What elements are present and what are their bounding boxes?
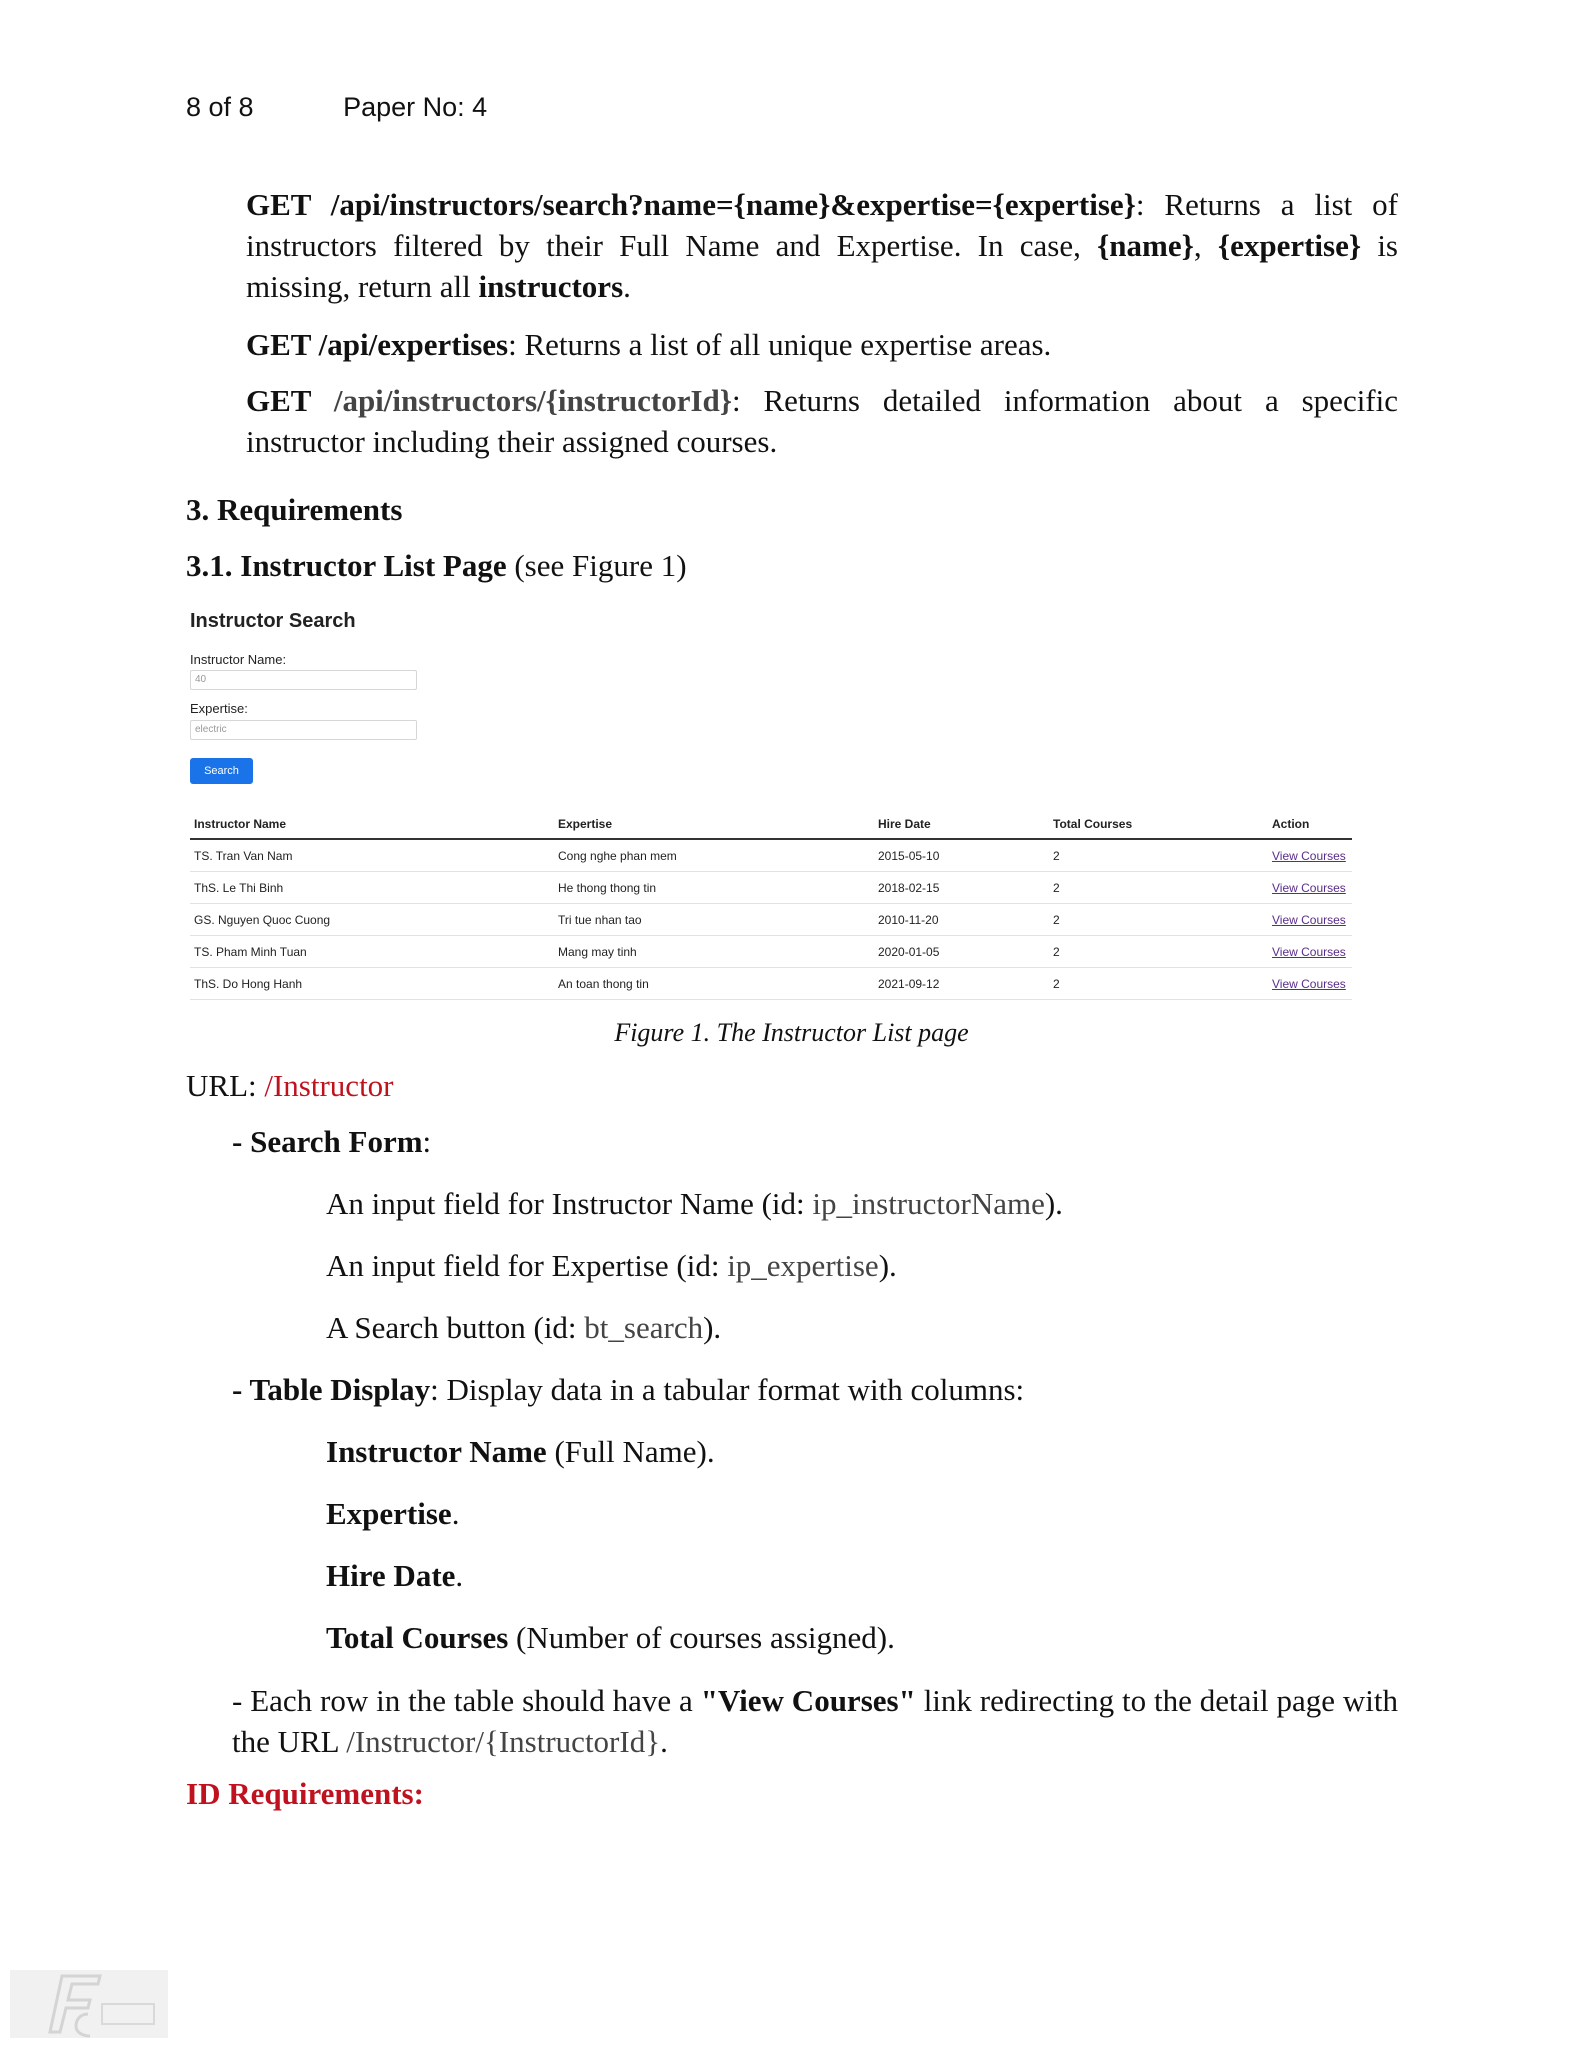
cell-action xyxy=(1268,904,1352,936)
column-expertise-title: Expertise xyxy=(326,1496,452,1531)
name-field-id: ip_instructorName xyxy=(812,1186,1045,1221)
search-button[interactable]: Search xyxy=(190,758,253,784)
view-courses-link[interactable]: View Courses xyxy=(1272,944,1346,959)
column-total-title: Total Courses xyxy=(326,1620,509,1655)
column-total-courses xyxy=(326,1620,895,1656)
column-hire-dot: . xyxy=(455,1558,464,1593)
row-note-text-1: - Each row in the table should have a xyxy=(232,1683,701,1718)
table-row xyxy=(190,872,1352,904)
expertise-input[interactable]: electric xyxy=(190,720,417,740)
api-detail-description xyxy=(246,380,1398,462)
cell-expertise: An toan thong tin xyxy=(554,968,874,1000)
expertise-field-id: ip_expertise xyxy=(727,1248,879,1283)
column-header: Instructor Name xyxy=(190,810,554,839)
cell-expertise: Cong nghe phan mem xyxy=(554,839,874,872)
api-search-end: . xyxy=(623,269,631,304)
instructor-table xyxy=(190,810,1352,1000)
paper-number: Paper No: 4 xyxy=(343,92,488,122)
api-search-comma: , xyxy=(1193,228,1218,263)
expertise-field-close: ). xyxy=(878,1248,897,1283)
column-expertise-dot: . xyxy=(451,1496,460,1531)
cell-hire-date: 2021-09-12 xyxy=(874,968,1049,1000)
cell-hire-date: 2010-11-20 xyxy=(874,904,1049,936)
cell-expertise: Tri tue nhan tao xyxy=(554,904,874,936)
cell-total-courses: 2 xyxy=(1049,904,1268,936)
search-form-colon: : xyxy=(422,1124,432,1159)
row-note-end: . xyxy=(660,1724,668,1759)
table-display-desc: : Display data in a tabular format with columns: xyxy=(430,1372,1025,1407)
column-hire-title: Hire Date xyxy=(326,1558,456,1593)
column-name-title: Instructor Name xyxy=(326,1434,547,1469)
cell-expertise: Mang may tinh xyxy=(554,936,874,968)
search-button-id: bt_search xyxy=(584,1310,704,1345)
table-display-heading xyxy=(232,1372,1024,1408)
cell-instructor-name: TS. Tran Van Nam xyxy=(190,839,554,872)
column-header: Expertise xyxy=(554,810,874,839)
name-field-text: An input field for Instructor Name (id: xyxy=(326,1186,813,1221)
table-header-row xyxy=(190,810,1352,839)
api-search-text-2: is missing, return all xyxy=(246,228,1398,304)
api-search-instructors: instructors xyxy=(478,269,624,304)
section-requirements: 3. Requirements xyxy=(186,492,403,527)
cell-instructor-name: ThS. Le Thi Binh xyxy=(190,872,554,904)
section-31-note: (see Figure 1) xyxy=(506,548,687,583)
name-field-requirement xyxy=(326,1186,1063,1222)
expertise-label: Expertise: xyxy=(190,701,248,716)
table-row xyxy=(190,936,1352,968)
cell-hire-date: 2015-05-10 xyxy=(874,839,1049,872)
table-display-title: - Table Display xyxy=(232,1372,431,1407)
url-line xyxy=(186,1068,394,1104)
cell-total-courses: 2 xyxy=(1049,839,1268,872)
cell-instructor-name: ThS. Do Hong Hanh xyxy=(190,968,554,1000)
column-header: Action xyxy=(1268,810,1352,839)
api-detail-get: GET xyxy=(246,383,334,418)
api-expertises-description xyxy=(246,324,1398,365)
column-name-note: (Full Name). xyxy=(546,1434,715,1469)
cell-instructor-name: GS. Nguyen Quoc Cuong xyxy=(190,904,554,936)
api-detail-path: /api/instructors/{instructorId} xyxy=(333,383,732,418)
column-header: Total Courses xyxy=(1049,810,1268,839)
cell-hire-date: 2020-01-05 xyxy=(874,936,1049,968)
section-31-title: 3.1. Instructor List Page xyxy=(186,548,507,583)
cell-action xyxy=(1268,872,1352,904)
api-search-endpoint: GET /api/instructors/search?name={name}&expertise={expertise} xyxy=(246,187,1136,222)
cell-total-courses: 2 xyxy=(1049,936,1268,968)
column-hire-date xyxy=(326,1558,463,1594)
view-courses-link[interactable]: View Courses xyxy=(1272,976,1346,991)
api-search-name-param: {name} xyxy=(1097,228,1194,263)
page-header xyxy=(186,92,487,123)
table-row xyxy=(190,839,1352,872)
column-total-note: (Number of courses assigned). xyxy=(508,1620,895,1655)
search-button-text: A Search button (id: xyxy=(326,1310,585,1345)
expertise-field-requirement xyxy=(326,1248,897,1284)
cell-action xyxy=(1268,936,1352,968)
api-expertises-endpoint: GET /api/expertises xyxy=(246,327,509,362)
row-link-requirement xyxy=(232,1680,1398,1762)
instructor-name-input[interactable]: 40 xyxy=(190,670,417,690)
api-search-text-1: : Returns a list of instructors filtered by their Full Name and Expertise. In case, xyxy=(246,187,1398,263)
instructor-name-label: Instructor Name: xyxy=(190,652,287,667)
search-form-heading xyxy=(232,1124,431,1160)
view-courses-link[interactable]: View Courses xyxy=(1272,912,1346,927)
name-field-close: ). xyxy=(1044,1186,1063,1221)
cell-instructor-name: TS. Pham Minh Tuan xyxy=(190,936,554,968)
figure-screenshot xyxy=(186,604,1356,1012)
row-note-link: "View Courses" xyxy=(700,1683,916,1718)
search-form-title: - Search Form xyxy=(232,1124,423,1159)
expertise-field-text: An input field for Expertise (id: xyxy=(326,1248,728,1283)
url-value: /Instructor xyxy=(264,1068,394,1103)
url-label: URL xyxy=(186,1068,248,1103)
cell-action xyxy=(1268,968,1352,1000)
cell-total-courses: 2 xyxy=(1049,872,1268,904)
view-courses-link[interactable]: View Courses xyxy=(1272,880,1346,895)
column-expertise xyxy=(326,1496,459,1532)
api-search-expertise-param: {expertise} xyxy=(1217,228,1362,263)
api-detail-text: : Returns detailed information about a specific instructor including their assigned courses. xyxy=(246,383,1399,459)
row-note-text-2: link redirecting to the detail page with the URL xyxy=(232,1683,1398,1759)
table-row xyxy=(190,904,1352,936)
id-requirements-heading: ID Requirements: xyxy=(186,1776,424,1811)
search-button-close: ). xyxy=(703,1310,722,1345)
cell-action xyxy=(1268,839,1352,872)
cell-total-courses: 2 xyxy=(1049,968,1268,1000)
row-note-url: /Instructor/{InstructorId} xyxy=(346,1724,661,1759)
cell-hire-date: 2018-02-15 xyxy=(874,872,1049,904)
api-search-description xyxy=(246,184,1398,307)
search-button-requirement xyxy=(326,1310,721,1346)
api-expertises-text: : Returns a list of all unique expertise areas. xyxy=(508,327,1052,362)
watermark-logo xyxy=(10,1970,168,2038)
figure-title: Instructor Search xyxy=(190,610,356,632)
figure-caption: Figure 1. The Instructor List page xyxy=(614,1018,969,1047)
section-instructor-list-page xyxy=(186,548,687,584)
url-sep: : xyxy=(248,1068,265,1103)
page-number: 8 of 8 xyxy=(186,92,254,122)
cell-expertise: He thong thong tin xyxy=(554,872,874,904)
column-instructor-name xyxy=(326,1434,715,1470)
table-row xyxy=(190,968,1352,1000)
view-courses-link[interactable]: View Courses xyxy=(1272,848,1346,863)
column-header: Hire Date xyxy=(874,810,1049,839)
